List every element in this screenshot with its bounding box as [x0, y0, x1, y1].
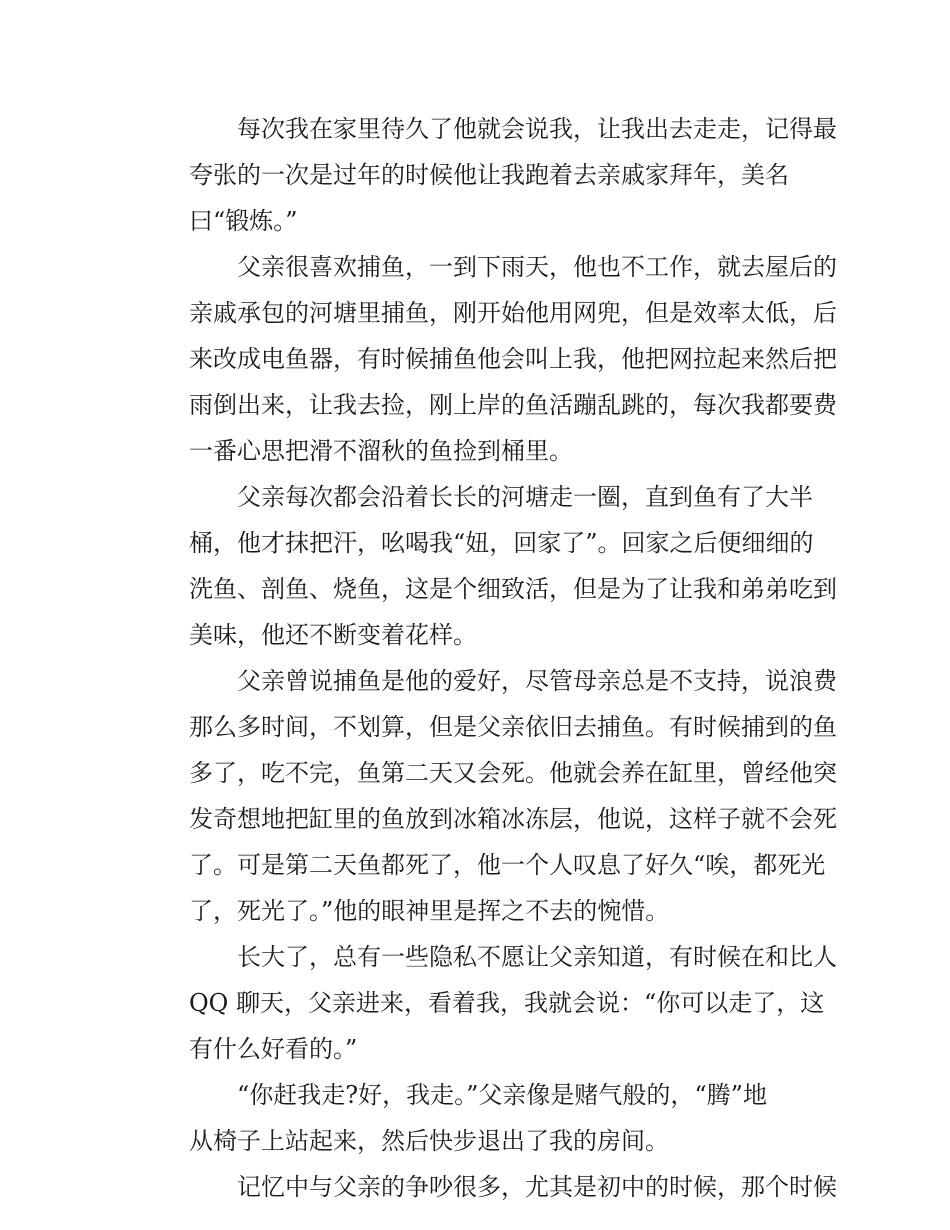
paragraph-line: 曰“锻炼。” — [189, 207, 298, 235]
paragraph-line: 多了，吃不完，鱼第二天又会死。他就会养在缸里，曾经他突 — [189, 759, 837, 787]
paragraph-line: 夸张的一次是过年的时候他让我跑着去亲戚家拜年，美名 — [189, 161, 789, 189]
paragraph-line: 美味，他还不断变着花样。 — [189, 621, 477, 649]
paragraph-line: 一番心思把滑不溜秋的鱼捡到桶里。 — [189, 437, 573, 465]
paragraph-line: 父亲很喜欢捕鱼，一到下雨天，他也不工作，就去屋后的 — [237, 253, 837, 281]
paragraph-line: 桶，他才抹把汗，吆喝我“妞，回家了”。回家之后便细细的 — [189, 529, 814, 557]
paragraph-line: 父亲曾说捕鱼是他的爱好，尽管母亲总是不支持，说浪费 — [237, 667, 837, 695]
paragraph-line: 发奇想地把缸里的鱼放到冰箱冰冻层，他说，这样子就不会死 — [189, 805, 837, 833]
paragraph-line: 了，死光了。”他的眼神里是挥之不去的惋惜。 — [189, 897, 670, 925]
paragraph-line: “你赶我走?好，我走。”父亲像是赌气般的，“腾”地 — [237, 1081, 767, 1109]
paragraph-line: 有什么好看的。” — [189, 1035, 358, 1063]
paragraph-7 — [141, 1164, 837, 1210]
document-body — [141, 106, 837, 1210]
paragraph-line: 了。可是第二天鱼都死了，他一个人叹息了好久“唉，都死光 — [189, 851, 826, 879]
paragraph-6 — [141, 1072, 813, 1164]
paragraph-line: QQ 聊天，父亲进来，看着我，我就会说：“你可以走了，这 — [189, 989, 825, 1017]
paragraph-line: 每次我在家里待久了他就会说我，让我出去走走，记得最 — [237, 115, 837, 143]
paragraph-line: 父亲每次都会沿着长长的河塘走一圈，直到鱼有了大半 — [237, 483, 813, 511]
paragraph-line: 那么多时间，不划算，但是父亲依旧去捕鱼。有时候捕到的鱼 — [189, 713, 837, 741]
paragraph-line: 从椅子上站起来，然后快步退出了我的房间。 — [189, 1127, 669, 1155]
paragraph-2 — [141, 244, 837, 474]
paragraph-line: 来改成电鱼器，有时候捕鱼他会叫上我，他把网拉起来然后把 — [189, 345, 837, 373]
paragraph-line: 记忆中与父亲的争吵很多，尤其是初中的时候，那个时候 — [237, 1173, 837, 1201]
paragraph-4 — [141, 658, 837, 934]
paragraph-line: 洗鱼、剖鱼、烧鱼，这是个细致活，但是为了让我和弟弟吃到 — [189, 575, 837, 603]
paragraph-line: 亲戚承包的河塘里捕鱼，刚开始他用网兜，但是效率太低，后 — [189, 299, 837, 327]
paragraph-line: 雨倒出来，让我去捡，刚上岸的鱼活蹦乱跳的，每次我都要费 — [189, 391, 837, 419]
paragraph-1 — [141, 106, 837, 244]
paragraph-3 — [141, 474, 837, 658]
paragraph-line: 长大了，总有一些隐私不愿让父亲知道，有时候在和比人 — [237, 943, 837, 971]
paragraph-5 — [141, 934, 837, 1072]
